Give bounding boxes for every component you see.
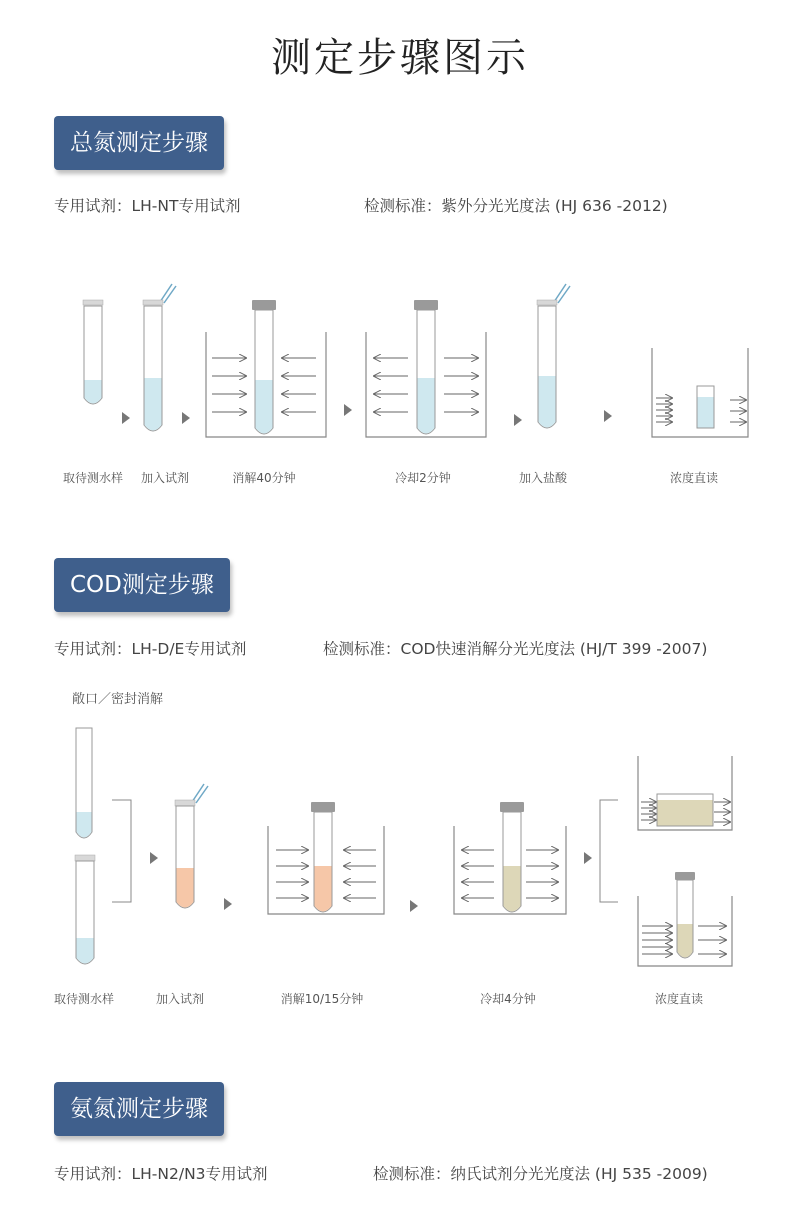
test-tube-sealed — [75, 855, 95, 964]
photometer-reading — [652, 348, 748, 437]
standard-label-ammonia-nitrogen: 检测标准：纳氏试剂分光光度法 (HJ 535 -2009) — [373, 1165, 708, 1183]
step-label: 冷却2分钟 — [395, 471, 451, 485]
step-arrow — [122, 412, 130, 424]
page-title: 测定步骤图示 — [271, 35, 529, 81]
step-label: 加入试剂 — [140, 471, 189, 485]
test-tube-open — [76, 728, 92, 838]
photometer-cuvette — [638, 756, 732, 830]
test-tube-add-reagent — [175, 784, 208, 908]
section-badge-ammonia-nitrogen: 氨氮测定步骤 — [54, 1082, 224, 1136]
standard-label-cod: 检测标准：COD快速消解分光光度法 (HJ/T 399 -2007) — [323, 640, 708, 658]
step-arrow — [182, 412, 190, 424]
digestion-bath — [206, 300, 326, 437]
reagent-label-ammonia-nitrogen: 专用试剂：LH-N2/N3专用试剂 — [54, 1165, 268, 1183]
step-arrow — [344, 404, 352, 416]
step-arrow — [514, 414, 522, 426]
step-label: 浓度直读 — [654, 992, 703, 1006]
step-arrow — [224, 898, 232, 910]
standard-label-total-nitrogen: 检测标准：紫外分光光度法 (HJ 636 -2012) — [364, 197, 668, 215]
step-label: 取待测水样 — [62, 471, 123, 485]
step-label: 消解40分钟 — [232, 471, 296, 485]
reagent-label-total-nitrogen: 专用试剂：LH-NT专用试剂 — [54, 197, 241, 215]
step-arrow — [584, 852, 592, 864]
step-label: 消解10/15分钟 — [280, 992, 364, 1006]
step-label: 取待测水样 — [53, 992, 114, 1006]
total-nitrogen-diagram — [0, 270, 800, 450]
step-label: 加入试剂 — [155, 992, 204, 1006]
step-arrow — [604, 410, 612, 422]
test-tube-sample — [83, 300, 103, 404]
bracket — [600, 800, 618, 902]
cod-diagram — [0, 720, 800, 980]
step-label: 冷却4分钟 — [480, 992, 536, 1006]
photometer-tube — [638, 872, 732, 966]
bracket — [112, 800, 131, 902]
reagent-label-cod: 专用试剂：LH-D/E专用试剂 — [54, 640, 247, 658]
test-tube-add-hcl — [537, 284, 570, 428]
cooling-bath — [454, 802, 566, 914]
test-tube-add-reagent — [143, 284, 176, 431]
step-arrow — [410, 900, 418, 912]
section-badge-cod: COD测定步骤 — [54, 558, 230, 612]
step-label: 加入盐酸 — [518, 471, 567, 485]
digestion-mode-note: 敞口／密封消解 — [72, 692, 164, 707]
step-arrow — [150, 852, 158, 864]
cooling-bath — [366, 300, 486, 437]
step-label: 浓度直读 — [669, 471, 718, 485]
digestion-bath — [268, 802, 384, 914]
section-badge-total-nitrogen: 总氮测定步骤 — [54, 116, 224, 170]
